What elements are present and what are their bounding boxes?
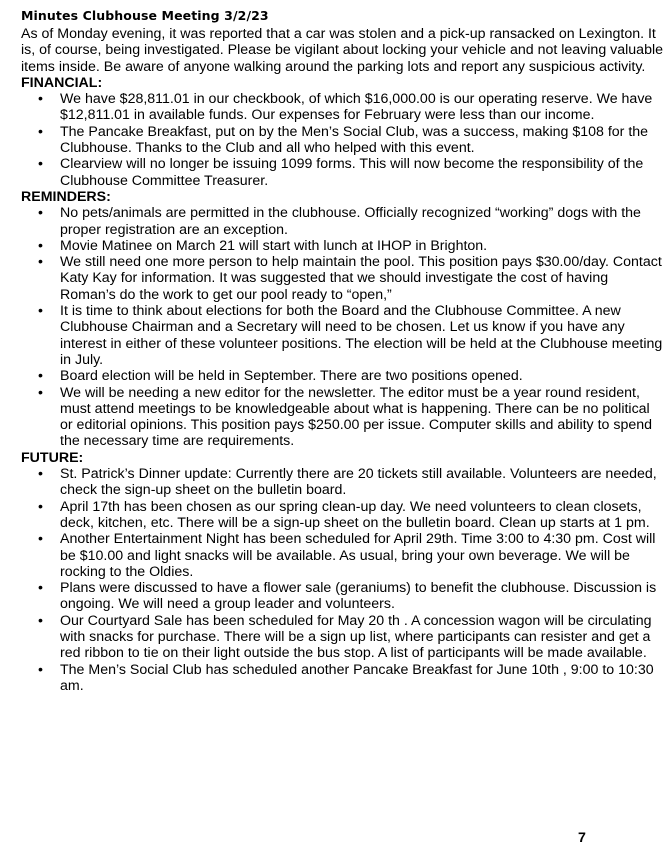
future-heading: FUTURE: [21, 449, 84, 466]
list-item: • Board election will be held in September. There are two positions opened. [21, 368, 663, 384]
document-title: Minutes Clubhouse Meeting 3/2/23 [21, 8, 269, 23]
list-item: • We still need one more person to help maintain the pool. This position pays $30.00/day. Contact Katy Kay for information. It was suggested that we should investigate the cost of having Roman’s do the work to get our pool ready to “open,” [21, 254, 663, 303]
list-item: • Another Entertainment Night has been scheduled for April 29th. Time 3:00 to 4:30 pm. Cost will be $10.00 and light snacks will be available. As usual, bring your own beverage. We will be rocking to the Oldies. [21, 531, 663, 580]
list-item: • No pets/animals are permitted in the clubhouse. Officially recognized “working” dogs with the proper registration are an exception. [21, 205, 663, 238]
list-item: • The Pancake Breakfast, put on by the Men’s Social Club, was a success, making $108 for the Clubhouse. Thanks to the Club and all who helped with this event. [21, 124, 663, 157]
list-item: • Plans were discussed to have a flower sale (geraniums) to benefit the clubhouse. Discussion is ongoing. We will need a group leader and volunteers. [21, 580, 663, 613]
list-item: • Movie Matinee on March 21 will start with lunch at IHOP in Brighton. [21, 238, 663, 254]
list-item: • April 17th has been chosen as our spring clean-up day. We need volunteers to clean closets, deck, kitchen, etc. There will be a sign-up sheet on the bulletin board. Clean up starts at 1 pm. [21, 499, 663, 532]
list-item: • It is time to think about elections for both the Board and the Clubhouse Committee. A new Clubhouse Chairman and a Secretary will need to be chosen. Let us know if you have any interest in either of these volunteer positions. The election will be held at the Clubhouse meeting in July. [21, 303, 663, 368]
list-item: • We have $28,811.01 in our checkbook, of which $16,000.00 is our operating reserve. We have $12,811.01 in available funds. Our expenses for February were less than our income. [21, 91, 663, 124]
intro-paragraph: As of Monday evening, it was reported that a car was stolen and a pick-up ransacked on Lexington. It is, of course, being investigated. Please be vigilant about locking your vehicle and not leaving valuable items inside. Be aware of anyone walking around the parking lots and report any suspicious activity. [21, 26, 663, 75]
list-item: • We will be needing a new editor for the newsletter. The editor must be a year round resident, must attend meetings to be knowledgeable about what is happening. There can be no political or editorial opinions. This position pays $250.00 per issue. Computer skills and ability to spend the necessary time are requirements. [21, 385, 663, 450]
financial-list [21, 91, 663, 189]
future-list [21, 466, 663, 694]
reminders-list [21, 205, 663, 449]
minutes-document [21, 6, 663, 694]
list-item: • The Men’s Social Club has scheduled another Pancake Breakfast for June 10th , 9:00 to 10:30 am. [21, 662, 663, 695]
list-item: • St. Patrick’s Dinner update: Currently there are 20 tickets still available. Volunteers are needed, check the sign-up sheet on the bulletin board. [21, 466, 663, 499]
list-item: • Our Courtyard Sale has been scheduled for May 20 th . A concession wagon will be circulating with snacks for purchase. There will be a sign up list, where participants can resister and get a red ribbon to tie on their light outside the bus stop. A list of participants will be made available. [21, 613, 663, 662]
financial-heading: FINANCIAL: [21, 74, 103, 91]
list-item: • Clearview will no longer be issuing 1099 forms. This will now become the responsibility of the Clubhouse Committee Treasurer. [21, 156, 663, 189]
page-number: 7 [578, 830, 586, 846]
reminders-heading: REMINDERS: [21, 188, 111, 205]
